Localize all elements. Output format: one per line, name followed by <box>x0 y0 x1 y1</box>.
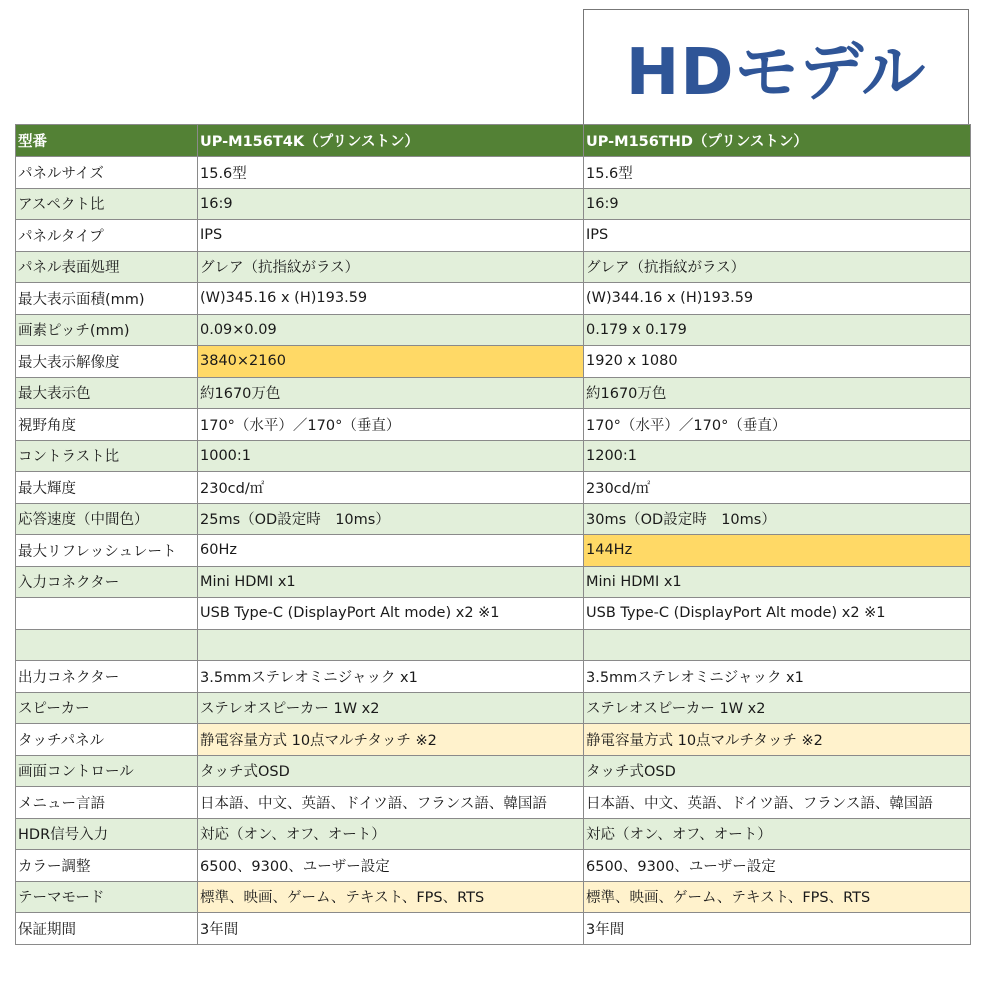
row-label: パネルタイプ <box>16 220 198 252</box>
row-label: 最大表示解像度 <box>16 346 198 378</box>
row-label: 応答速度（中間色） <box>16 503 198 535</box>
row-value-hd: 日本語、中文、英語、ドイツ語、フランス語、韓国語 <box>584 787 971 819</box>
row-value-4k: 15.6型 <box>198 157 584 189</box>
table-row <box>16 755 971 787</box>
row-value-hd: グレア（抗指紋がラス） <box>584 251 971 283</box>
row-label: コントラスト比 <box>16 440 198 472</box>
row-label: 入力コネクター <box>16 566 198 598</box>
row-label: 保証期間 <box>16 913 198 945</box>
row-label: カラー調整 <box>16 850 198 882</box>
row-value-4k: 3.5mmステレオミニジャック x1 <box>198 661 584 693</box>
row-value-hd: Mini HDMI x1 <box>584 566 971 598</box>
table-row <box>16 220 971 252</box>
table-row <box>16 188 971 220</box>
row-value-4k: 日本語、中文、英語、ドイツ語、フランス語、韓国語 <box>198 787 584 819</box>
table-row <box>16 629 971 661</box>
row-value-4k: 60Hz <box>198 535 584 567</box>
table-row <box>16 440 971 472</box>
row-value-4k: 0.09×0.09 <box>198 314 584 346</box>
row-value-hd: 30ms（OD設定時 10ms） <box>584 503 971 535</box>
table-row <box>16 346 971 378</box>
row-label: HDR信号入力 <box>16 818 198 850</box>
table-row <box>16 566 971 598</box>
row-value-4k: 1000:1 <box>198 440 584 472</box>
row-label: タッチパネル <box>16 724 198 756</box>
row-label: 最大表示色 <box>16 377 198 409</box>
table-row <box>16 409 971 441</box>
row-value-4k: 3840×2160 <box>198 346 584 378</box>
row-value-hd: 170°（水平）／170°（垂直） <box>584 409 971 441</box>
row-value-hd: (W)344.16 x (H)193.59 <box>584 283 971 315</box>
row-value-hd: 144Hz <box>584 535 971 567</box>
spec-comparison-table <box>15 124 971 945</box>
table-row <box>16 881 971 913</box>
row-label: 視野角度 <box>16 409 198 441</box>
table-row <box>16 661 971 693</box>
header-model-label: 型番 <box>16 125 198 157</box>
row-value-4k: 25ms（OD設定時 10ms） <box>198 503 584 535</box>
row-label: 画素ピッチ(mm) <box>16 314 198 346</box>
row-value-4k: ステレオスピーカー 1W x2 <box>198 692 584 724</box>
table-row <box>16 818 971 850</box>
row-label: 画面コントロール <box>16 755 198 787</box>
row-label: 最大表示面積(mm) <box>16 283 198 315</box>
row-value-hd: 静電容量方式 10点マルチタッチ ※2 <box>584 724 971 756</box>
row-value-hd: 230cd/㎡ <box>584 472 971 504</box>
table-row <box>16 598 971 630</box>
row-value-hd: ステレオスピーカー 1W x2 <box>584 692 971 724</box>
row-value-4k: 標準、映画、ゲーム、テキスト、FPS、RTS <box>198 881 584 913</box>
row-label: 最大輝度 <box>16 472 198 504</box>
header-model-hd: UP-M156THD（プリンストン） <box>584 125 971 157</box>
table-row <box>16 724 971 756</box>
row-value-hd: 6500、9300、ユーザー設定 <box>584 850 971 882</box>
table-row <box>16 283 971 315</box>
table-row <box>16 535 971 567</box>
row-value-4k: USB Type-C (DisplayPort Alt mode) x2 ※1 <box>198 598 584 630</box>
row-value-4k: 16:9 <box>198 188 584 220</box>
row-label: アスペクト比 <box>16 188 198 220</box>
row-label: パネルサイズ <box>16 157 198 189</box>
row-label: パネル表面処理 <box>16 251 198 283</box>
row-value-4k: 約1670万色 <box>198 377 584 409</box>
row-value-hd: USB Type-C (DisplayPort Alt mode) x2 ※1 <box>584 598 971 630</box>
row-value-hd: 3年間 <box>584 913 971 945</box>
table-row <box>16 314 971 346</box>
table-row <box>16 157 971 189</box>
row-value-hd: タッチ式OSD <box>584 755 971 787</box>
row-value-4k: 230cd/㎡ <box>198 472 584 504</box>
table-row <box>16 377 971 409</box>
row-label: 最大リフレッシュレート <box>16 535 198 567</box>
row-value-4k: 3年間 <box>198 913 584 945</box>
row-value-4k: Mini HDMI x1 <box>198 566 584 598</box>
table-row <box>16 251 971 283</box>
row-value-hd: IPS <box>584 220 971 252</box>
row-label: スピーカー <box>16 692 198 724</box>
table-row <box>16 503 971 535</box>
row-value-hd <box>584 629 971 661</box>
row-value-4k: 170°（水平）／170°（垂直） <box>198 409 584 441</box>
row-label: メニュー言語 <box>16 787 198 819</box>
row-value-hd: 16:9 <box>584 188 971 220</box>
row-label <box>16 629 198 661</box>
row-label <box>16 598 198 630</box>
table-row <box>16 913 971 945</box>
row-value-4k: IPS <box>198 220 584 252</box>
row-label: 出力コネクター <box>16 661 198 693</box>
table-header-row <box>16 125 971 157</box>
row-value-hd: 約1670万色 <box>584 377 971 409</box>
row-value-hd: 標準、映画、ゲーム、テキスト、FPS、RTS <box>584 881 971 913</box>
row-value-hd: 0.179 x 0.179 <box>584 314 971 346</box>
row-value-4k: グレア（抗指紋がラス） <box>198 251 584 283</box>
row-value-hd: 1920 x 1080 <box>584 346 971 378</box>
hd-model-title: HDモデル <box>625 36 927 110</box>
row-value-4k: タッチ式OSD <box>198 755 584 787</box>
table-row <box>16 787 971 819</box>
table-row <box>16 850 971 882</box>
row-value-hd: 1200:1 <box>584 440 971 472</box>
table-row <box>16 472 971 504</box>
row-value-4k <box>198 629 584 661</box>
table-row <box>16 692 971 724</box>
row-value-hd: 15.6型 <box>584 157 971 189</box>
row-value-hd: 3.5mmステレオミニジャック x1 <box>584 661 971 693</box>
row-value-4k: 静電容量方式 10点マルチタッチ ※2 <box>198 724 584 756</box>
row-value-4k: 6500、9300、ユーザー設定 <box>198 850 584 882</box>
hd-model-badge <box>583 9 969 124</box>
row-value-4k: (W)345.16 x (H)193.59 <box>198 283 584 315</box>
row-value-4k: 対応（オン、オフ、オート） <box>198 818 584 850</box>
row-value-hd: 対応（オン、オフ、オート） <box>584 818 971 850</box>
header-model-4k: UP-M156T4K（プリンストン） <box>198 125 584 157</box>
row-label: テーマモード <box>16 881 198 913</box>
